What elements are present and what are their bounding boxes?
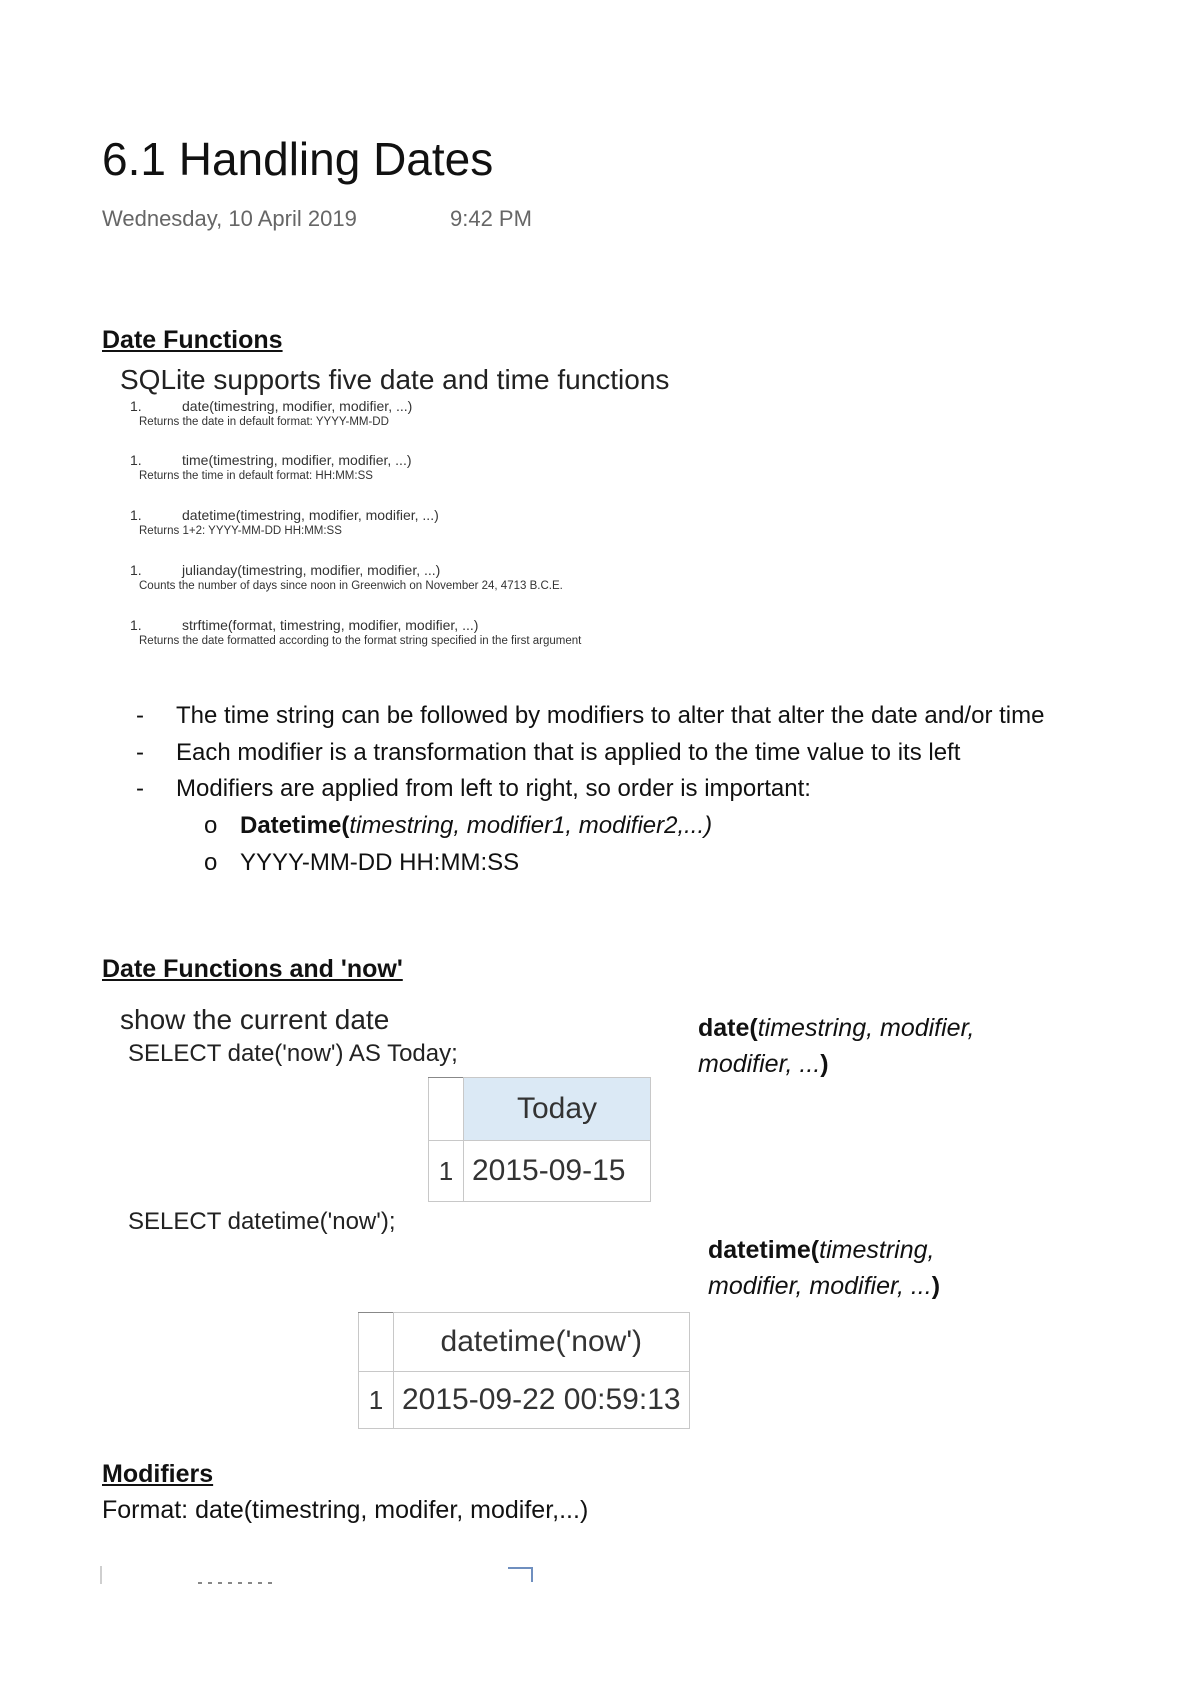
function-signature: time(timestring, modifier, modifier, ...) <box>182 452 412 468</box>
function-number: 1. <box>130 562 142 578</box>
today-result-table <box>428 1077 651 1202</box>
function-signature: julianday(timestring, modifier, modifier, ...) <box>182 562 441 578</box>
table-corner <box>429 1078 464 1141</box>
date-functions-heading: Date Functions <box>102 326 283 354</box>
function-number: 1. <box>130 507 142 523</box>
function-signature: strftime(format, timestring, modifier, modifier, ...) <box>182 617 479 633</box>
table-cell: 2015-09-22 00:59:13 <box>394 1372 690 1429</box>
sig-italic: timestring, modifier, modifier, ... <box>698 1014 975 1078</box>
function-item-date <box>130 398 412 428</box>
modifiers-heading: Modifiers <box>102 1460 214 1488</box>
functions-intro: SQLite supports five date and time functions <box>120 364 670 395</box>
now-heading: Date Functions and 'now' <box>102 955 403 983</box>
table-row <box>429 1141 651 1202</box>
modifiers-format: Format: date(timestring, modifer, modifer,...) <box>102 1496 589 1524</box>
function-description: Counts the number of days since noon in Greenwich on November 24, 4713 B.C.E. <box>139 580 563 592</box>
list-item <box>136 771 1136 808</box>
function-item-datetime <box>130 507 439 537</box>
function-item-julianday <box>130 562 563 592</box>
sql-datetime-now: SELECT datetime('now'); <box>128 1208 396 1235</box>
notes-list <box>136 698 1136 808</box>
sub-notes-list <box>136 808 1136 881</box>
function-number: 1. <box>130 452 142 468</box>
table-row <box>359 1313 690 1372</box>
table-row <box>429 1078 651 1141</box>
sig-close: ) <box>820 1050 829 1078</box>
table-corner <box>359 1313 394 1372</box>
function-item-strftime <box>130 617 581 647</box>
sig-bold: datetime( <box>708 1236 820 1264</box>
function-description: Returns the date formatted according to the format string specified in the first argument <box>139 635 582 647</box>
date-signature <box>698 1010 1018 1082</box>
list-item <box>168 808 1136 845</box>
function-description: Returns 1+2: YYYY-MM-DD HH:MM:SS <box>139 525 342 537</box>
list-item <box>136 698 1136 735</box>
list-item <box>136 735 1136 772</box>
note-text: The time string can be followed by modifiers to alter that alter the date and/or time <box>176 702 1045 729</box>
column-header: Today <box>464 1078 651 1141</box>
datetime-result-table <box>358 1312 690 1429</box>
table-row <box>359 1372 690 1429</box>
table-cell: 2015-09-15 <box>464 1141 651 1202</box>
sig-italic: timestring, modifier, modifier, ... <box>708 1236 935 1300</box>
sql-date-now: SELECT date('now') AS Today; <box>128 1040 458 1067</box>
function-item-time <box>130 452 412 482</box>
dash-bullet: - <box>136 738 144 766</box>
dash-bullet: - <box>136 702 144 729</box>
datetime-signature <box>708 1232 1008 1304</box>
page-date: Wednesday, 10 April 2019 <box>102 206 357 231</box>
function-description: Returns the time in default format: HH:MM:SS <box>139 470 373 482</box>
function-description: Returns the date in default format: YYYY-MM-DD <box>139 416 389 428</box>
page-time: 9:42 PM <box>450 206 532 231</box>
note-bold: Datetime( <box>240 812 350 839</box>
circle-bullet: o <box>204 848 218 876</box>
function-number: 1. <box>130 398 142 414</box>
cutoff-image-edge <box>100 1564 1080 1586</box>
row-number: 1 <box>359 1372 394 1429</box>
sig-bold: date( <box>698 1014 758 1042</box>
column-header: datetime('now') <box>394 1313 690 1372</box>
circle-bullet: o <box>204 812 218 839</box>
list-item <box>168 845 1136 882</box>
note-italic: timestring, modifier1, modifier2,...) <box>349 812 713 839</box>
dash-bullet: - <box>136 775 144 802</box>
function-number: 1. <box>130 617 142 633</box>
now-caption: show the current date <box>120 1004 390 1035</box>
function-signature: date(timestring, modifier, modifier, ...) <box>182 398 413 414</box>
note-text: Modifiers are applied from left to right, so order is important: <box>176 775 811 802</box>
function-signature: datetime(timestring, modifier, modifier, ...) <box>182 507 439 523</box>
note-text: Each modifier is a transformation that is applied to the time value to its left <box>176 738 961 766</box>
row-number: 1 <box>429 1141 464 1202</box>
note-text: YYYY-MM-DD HH:MM:SS <box>240 848 520 876</box>
page-title: 6.1 Handling Dates <box>102 133 494 185</box>
sig-close: ) <box>931 1272 941 1300</box>
